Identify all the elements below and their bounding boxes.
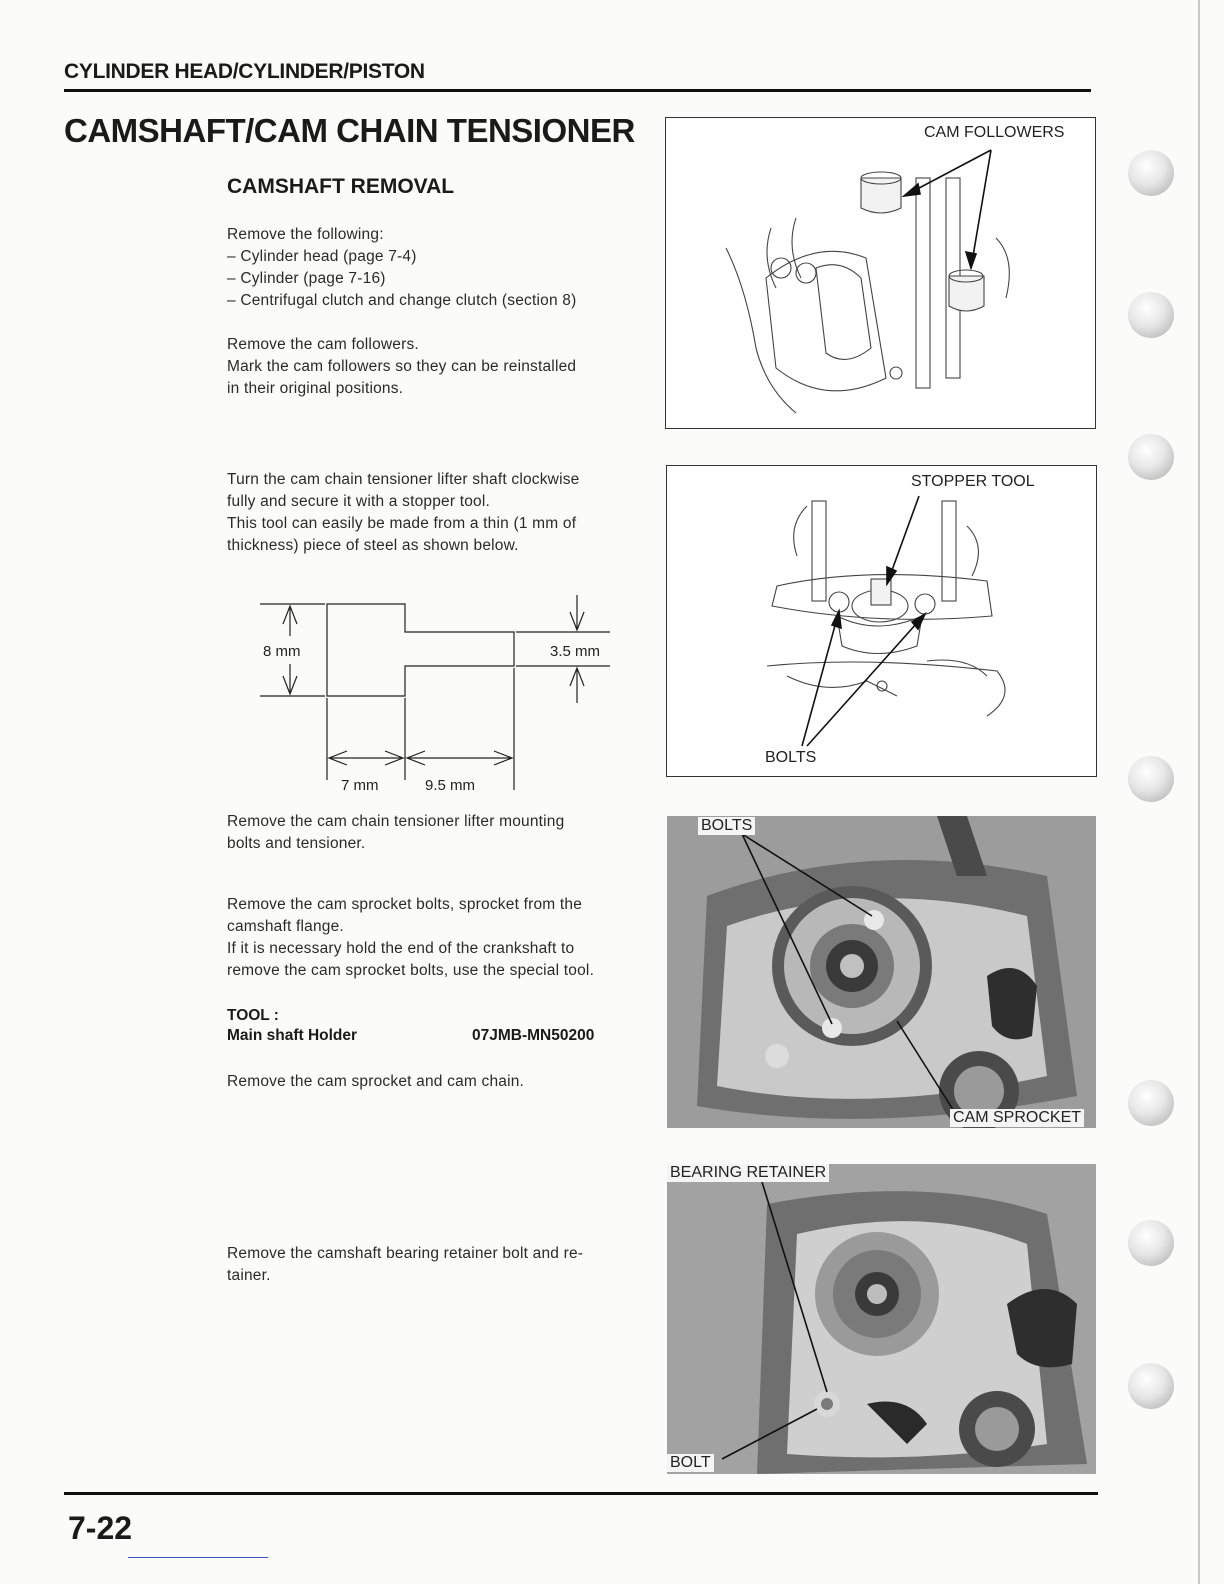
- footer-rule: [64, 1492, 1098, 1495]
- dim-9-5mm: 9.5 mm: [425, 777, 476, 794]
- cam-followers-text: [227, 334, 576, 400]
- page-number: 7-22: [68, 1510, 133, 1546]
- tool-name: Main shaft Holder: [227, 1027, 358, 1044]
- text-line: remove the cam sprocket bolts, use the special tool.: [227, 962, 595, 979]
- bolts-label: BOLTS: [765, 749, 817, 766]
- punch-hole: [1128, 1363, 1174, 1409]
- tool-label: TOOL :: [227, 1007, 279, 1024]
- tensioner-bolts-text: [227, 811, 564, 855]
- text-line: Remove the camshaft bearing retainer bolt and re-: [227, 1245, 584, 1262]
- link-underline: [128, 1557, 268, 1558]
- text-line: bolts and tensioner.: [227, 835, 366, 852]
- text-line: Turn the cam chain tensioner lifter shaft clockwise: [227, 471, 580, 488]
- punch-hole: [1128, 756, 1174, 802]
- tensioner-shaft-text: [227, 469, 580, 557]
- remove-list: [227, 224, 576, 312]
- text-line: camshaft flange.: [227, 918, 344, 935]
- photo-cam-sprocket: [667, 816, 1096, 1128]
- text-line: fully and secure it with a stopper tool.: [227, 493, 491, 510]
- photo-bearing-retainer: [667, 1164, 1096, 1474]
- figure-cam-followers: [665, 117, 1096, 429]
- cam-sprocket-label: CAM SPROCKET: [950, 1109, 1084, 1127]
- dim-7mm: 7 mm: [341, 777, 379, 794]
- dim-3-5mm: 3.5 mm: [550, 643, 601, 660]
- cam-sprocket-photo: [667, 816, 1096, 1128]
- text-line: Mark the cam followers so they can be reinstalled: [227, 358, 577, 375]
- cam-followers-label: CAM FOLLOWERS: [924, 124, 1065, 141]
- retainer-text: [227, 1243, 583, 1287]
- text-line: Remove the cam followers.: [227, 336, 419, 353]
- remove-intro: Remove the following:: [227, 226, 384, 243]
- list-item: – Cylinder (page 7-16): [227, 270, 386, 287]
- punch-hole: [1128, 1220, 1174, 1266]
- section-header: CYLINDER HEAD/CYLINDER/PISTON: [64, 60, 425, 83]
- stopper-tool-illustration: [667, 466, 1096, 776]
- list-item: – Cylinder head (page 7-4): [227, 248, 417, 265]
- figure-stopper-tool: [666, 465, 1097, 777]
- subsection-title: CAMSHAFT REMOVAL: [227, 175, 455, 198]
- page-title: CAMSHAFT/CAM CHAIN TENSIONER: [64, 112, 635, 149]
- bearing-retainer-photo: [667, 1164, 1096, 1474]
- bolt-label: BOLT: [667, 1454, 714, 1472]
- stopper-tool-label: STOPPER TOOL: [911, 473, 1035, 490]
- text-line: This tool can easily be made from a thin (1 mm of: [227, 515, 577, 532]
- text-line: tainer.: [227, 1267, 271, 1284]
- sprocket-bolts-text: [227, 894, 594, 982]
- text-line: Remove the cam sprocket bolts, sprocket from the: [227, 896, 583, 913]
- punch-hole: [1128, 1080, 1174, 1126]
- cam-followers-illustration: [666, 118, 1095, 428]
- text-line: thickness) piece of steel as shown below.: [227, 537, 519, 554]
- text-line: If it is necessary hold the end of the crankshaft to: [227, 940, 575, 957]
- stopper-tool-drawing: [250, 590, 630, 805]
- sprocket-chain-text: Remove the cam sprocket and cam chain.: [227, 1073, 525, 1090]
- list-item: – Centrifugal clutch and change clutch (section 8): [227, 292, 577, 309]
- text-line: in their original positions.: [227, 380, 404, 397]
- bolts-label: BOLTS: [698, 817, 755, 835]
- dim-8mm: 8 mm: [263, 643, 301, 660]
- tool-row: [227, 1027, 647, 1045]
- page-edge: [1198, 0, 1200, 1584]
- bearing-retainer-label: BEARING RETAINER: [667, 1164, 829, 1182]
- header-rule: [64, 89, 1091, 92]
- punch-hole: [1128, 150, 1174, 196]
- punch-hole: [1128, 292, 1174, 338]
- punch-hole: [1128, 434, 1174, 480]
- tool-number: 07JMB-MN50200: [472, 1027, 595, 1044]
- text-line: Remove the cam chain tensioner lifter mounting: [227, 813, 565, 830]
